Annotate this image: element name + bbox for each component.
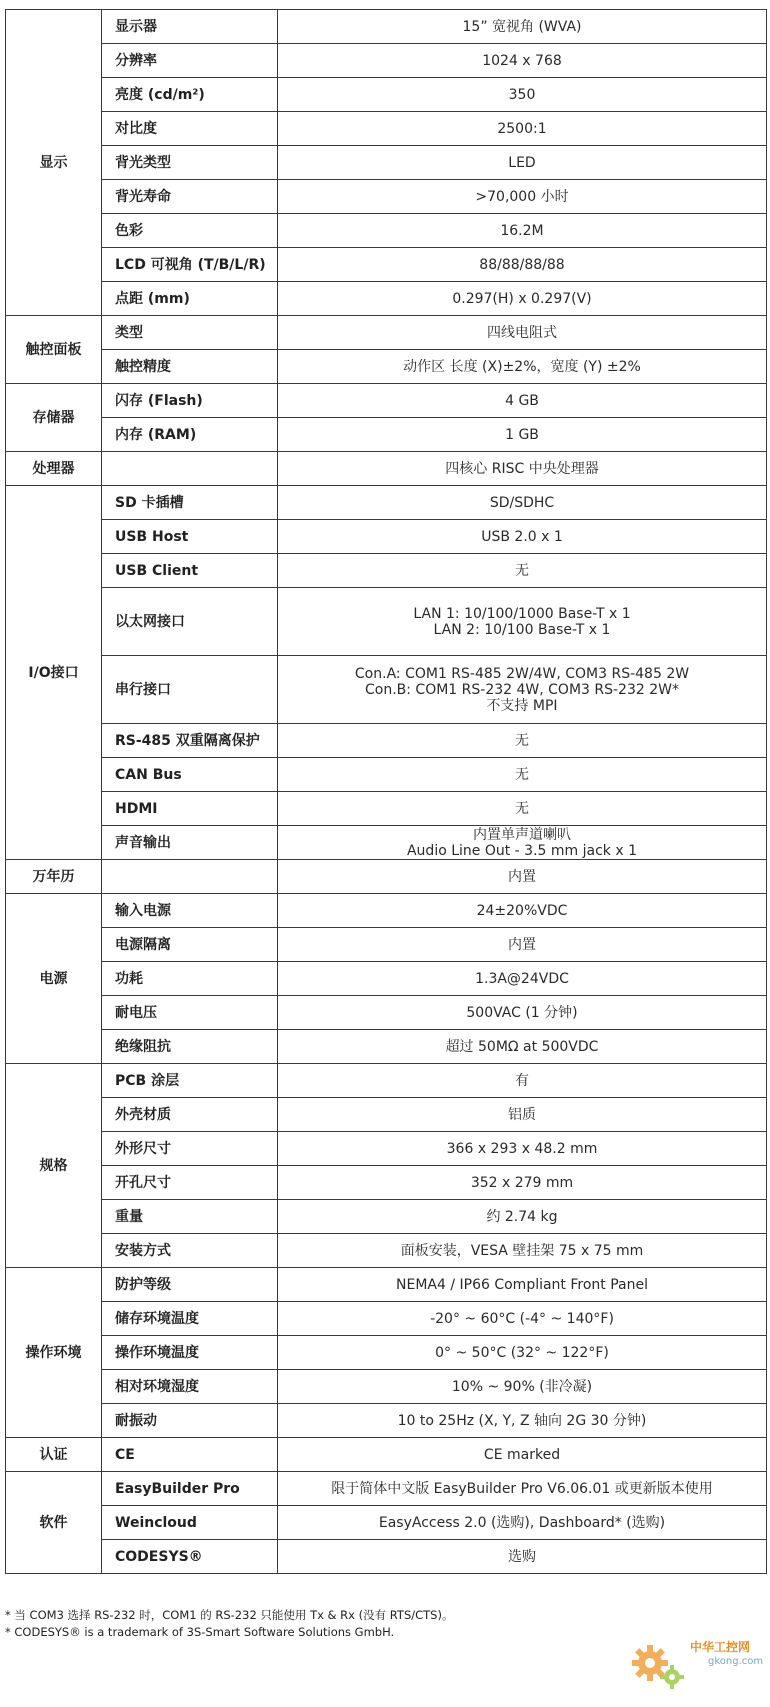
spec-value-cell: 1.3A@24VDC (278, 962, 767, 996)
table-row (6, 1302, 767, 1336)
table-row (6, 1540, 767, 1574)
table-row (6, 894, 767, 928)
category-cell: 处理器 (6, 452, 102, 486)
category-cell: 触控面板 (6, 316, 102, 384)
table-row (6, 826, 767, 860)
spec-value-cell: 366 x 293 x 48.2 mm (278, 1132, 767, 1166)
table-row (6, 520, 767, 554)
spec-value-cell: 352 x 279 mm (278, 1166, 767, 1200)
table-row (6, 112, 767, 146)
spec-value-cell: 15” 宽视角 (WVA) (278, 10, 767, 44)
table-row (6, 44, 767, 78)
spec-name-cell: 相对环境湿度 (102, 1370, 278, 1404)
spec-name-cell: 安装方式 (102, 1234, 278, 1268)
table-row (6, 1404, 767, 1438)
category-cell: 软件 (6, 1472, 102, 1574)
spec-value-cell: 约 2.74 kg (278, 1200, 767, 1234)
spec-name-cell: 分辨率 (102, 44, 278, 78)
spec-name-cell: RS-485 双重隔离保护 (102, 724, 278, 758)
category-cell: 显示 (6, 10, 102, 316)
spec-name-cell: 对比度 (102, 112, 278, 146)
spec-value-cell: 10 to 25Hz (X, Y, Z 轴向 2G 30 分钟) (278, 1404, 767, 1438)
table-row (6, 758, 767, 792)
spec-name-cell: 声音输出 (102, 826, 278, 860)
spec-name-cell: 点距 (mm) (102, 282, 278, 316)
spec-name-cell: 内存 (RAM) (102, 418, 278, 452)
table-row (6, 1064, 767, 1098)
spec-value-cell: 无 (278, 792, 767, 826)
spec-name-cell: 耐电压 (102, 996, 278, 1030)
table-row (6, 1472, 767, 1506)
watermark-url: gkong.com (708, 1656, 764, 1667)
spec-value-cell: LED (278, 146, 767, 180)
spec-value-cell: >70,000 小时 (278, 180, 767, 214)
spec-value-cell: 2500:1 (278, 112, 767, 146)
spec-name-cell: 显示器 (102, 10, 278, 44)
table-row (6, 1268, 767, 1302)
spec-name-cell: CAN Bus (102, 758, 278, 792)
spec-name-cell: EasyBuilder Pro (102, 1472, 278, 1506)
spec-value-cell: CE marked (278, 1438, 767, 1472)
table-row (6, 452, 767, 486)
table-row (6, 1030, 767, 1064)
spec-value-cell: 内置 (278, 860, 767, 894)
spec-name-cell: 闪存 (Flash) (102, 384, 278, 418)
spec-value-cell: Con.A: COM1 RS-485 2W/4W, COM3 RS-485 2W Con.B: COM1 RS-232 4W, COM3 RS-232 2W* 不支持 MPI (278, 656, 767, 724)
spec-name-cell: 输入电源 (102, 894, 278, 928)
spec-value-cell: 有 (278, 1064, 767, 1098)
table-row (6, 1132, 767, 1166)
table-row (6, 996, 767, 1030)
table-row (6, 1370, 767, 1404)
category-cell: 认证 (6, 1438, 102, 1472)
table-row (6, 588, 767, 656)
table-row (6, 656, 767, 724)
spec-value-cell: 350 (278, 78, 767, 112)
spec-value-cell: 无 (278, 758, 767, 792)
table-row (6, 928, 767, 962)
table-row (6, 1506, 767, 1540)
spec-name-cell: 亮度 (cd/m²) (102, 78, 278, 112)
spec-value-cell: USB 2.0 x 1 (278, 520, 767, 554)
table-row (6, 10, 767, 44)
spec-name-cell: 操作环境温度 (102, 1336, 278, 1370)
footnote-codesys: * CODESYS® is a trademark of 3S-Smart Software Solutions GmbH. (5, 1625, 395, 1639)
category-cell: 万年历 (6, 860, 102, 894)
spec-name-cell: 色彩 (102, 214, 278, 248)
table-row (6, 486, 767, 520)
spec-name-cell: 防护等级 (102, 1268, 278, 1302)
spec-name-cell: 外形尺寸 (102, 1132, 278, 1166)
spec-value-cell: 超过 50MΩ at 500VDC (278, 1030, 767, 1064)
spec-name-cell: 绝缘阻抗 (102, 1030, 278, 1064)
table-row (6, 146, 767, 180)
spec-name-cell: HDMI (102, 792, 278, 826)
spec-name-cell: 串行接口 (102, 656, 278, 724)
table-row (6, 1166, 767, 1200)
table-row (6, 1234, 767, 1268)
spec-value-cell: 内置单声道喇叭 Audio Line Out - 3.5 mm jack x 1 (278, 826, 767, 860)
spec-name-cell (102, 452, 278, 486)
table-row (6, 418, 767, 452)
spec-name-cell: 类型 (102, 316, 278, 350)
spec-value-cell: 16.2M (278, 214, 767, 248)
spec-table-body (6, 10, 767, 1574)
spec-name-cell: 背光类型 (102, 146, 278, 180)
spec-value-cell: 选购 (278, 1540, 767, 1574)
spec-value-cell: 无 (278, 554, 767, 588)
spec-name-cell: 开孔尺寸 (102, 1166, 278, 1200)
spec-value-cell: 动作区 长度 (X)±2%，宽度 (Y) ±2% (278, 350, 767, 384)
spec-value-cell: LAN 1: 10/100/1000 Base-T x 1 LAN 2: 10/100 Base-T x 1 (278, 588, 767, 656)
spec-name-cell: 重量 (102, 1200, 278, 1234)
spec-value-cell: 面板安装，VESA 壁挂架 75 x 75 mm (278, 1234, 767, 1268)
spec-name-cell: Weincloud (102, 1506, 278, 1540)
spec-name-cell: PCB 涂层 (102, 1064, 278, 1098)
table-row (6, 724, 767, 758)
table-row (6, 78, 767, 112)
table-row (6, 1098, 767, 1132)
spec-value-cell: 0° ~ 50°C (32° ~ 122°F) (278, 1336, 767, 1370)
table-row (6, 962, 767, 996)
category-cell: 存储器 (6, 384, 102, 452)
table-row (6, 554, 767, 588)
spec-value-cell: -20° ~ 60°C (-4° ~ 140°F) (278, 1302, 767, 1336)
spec-value-cell: NEMA4 / IP66 Compliant Front Panel (278, 1268, 767, 1302)
spec-name-cell: 背光寿命 (102, 180, 278, 214)
spec-value-cell: 500VAC (1 分钟) (278, 996, 767, 1030)
spec-value-cell: 1024 x 768 (278, 44, 767, 78)
table-row (6, 316, 767, 350)
spec-value-cell: 四核心 RISC 中央处理器 (278, 452, 767, 486)
spec-value-cell: EasyAccess 2.0 (选购), Dashboard* (选购) (278, 1506, 767, 1540)
table-row (6, 214, 767, 248)
table-row (6, 282, 767, 316)
spec-name-cell: 外壳材质 (102, 1098, 278, 1132)
spec-value-cell: SD/SDHC (278, 486, 767, 520)
table-row (6, 1438, 767, 1472)
spec-name-cell: 电源隔离 (102, 928, 278, 962)
table-row (6, 792, 767, 826)
spec-value-cell: 铝质 (278, 1098, 767, 1132)
spec-value-cell: 无 (278, 724, 767, 758)
spec-name-cell: USB Client (102, 554, 278, 588)
category-cell: I/O接口 (6, 486, 102, 860)
spec-name-cell: 触控精度 (102, 350, 278, 384)
table-row (6, 350, 767, 384)
table-row (6, 384, 767, 418)
table-row (6, 1200, 767, 1234)
spec-value-cell: 四线电阻式 (278, 316, 767, 350)
spec-value-cell: 24±20%VDC (278, 894, 767, 928)
spec-name-cell: 耐振动 (102, 1404, 278, 1438)
spec-value-cell: 4 GB (278, 384, 767, 418)
spec-name-cell: CE (102, 1438, 278, 1472)
spec-value-cell: 0.297(H) x 0.297(V) (278, 282, 767, 316)
spec-value-cell: 10% ~ 90% (非冷凝) (278, 1370, 767, 1404)
spec-name-cell: 功耗 (102, 962, 278, 996)
table-row (6, 1336, 767, 1370)
spec-name-cell (102, 860, 278, 894)
table-row (6, 180, 767, 214)
category-cell: 电源 (6, 894, 102, 1064)
category-cell: 规格 (6, 1064, 102, 1268)
spec-table (5, 9, 767, 1574)
table-row (6, 248, 767, 282)
category-cell: 操作环境 (6, 1268, 102, 1438)
spec-value-cell: 内置 (278, 928, 767, 962)
spec-name-cell: 储存环境温度 (102, 1302, 278, 1336)
spec-name-cell: USB Host (102, 520, 278, 554)
spec-name-cell: 以太网接口 (102, 588, 278, 656)
spec-value-cell: 1 GB (278, 418, 767, 452)
watermark-text: 中华工控网 (690, 1640, 751, 1654)
spec-name-cell: CODESYS® (102, 1540, 278, 1574)
footnotes (5, 1607, 453, 1641)
spec-value-cell: 限于简体中文版 EasyBuilder Pro V6.06.01 或更新版本使用 (278, 1472, 767, 1506)
spec-name-cell: SD 卡插槽 (102, 486, 278, 520)
table-row (6, 860, 767, 894)
spec-name-cell: LCD 可视角 (T/B/L/R) (102, 248, 278, 282)
spec-value-cell: 88/88/88/88 (278, 248, 767, 282)
footnote-com3: * 当 COM3 选择 RS-232 时，COM1 的 RS-232 只能使用 Tx & Rx (没有 RTS/CTS)。 (5, 1608, 454, 1622)
